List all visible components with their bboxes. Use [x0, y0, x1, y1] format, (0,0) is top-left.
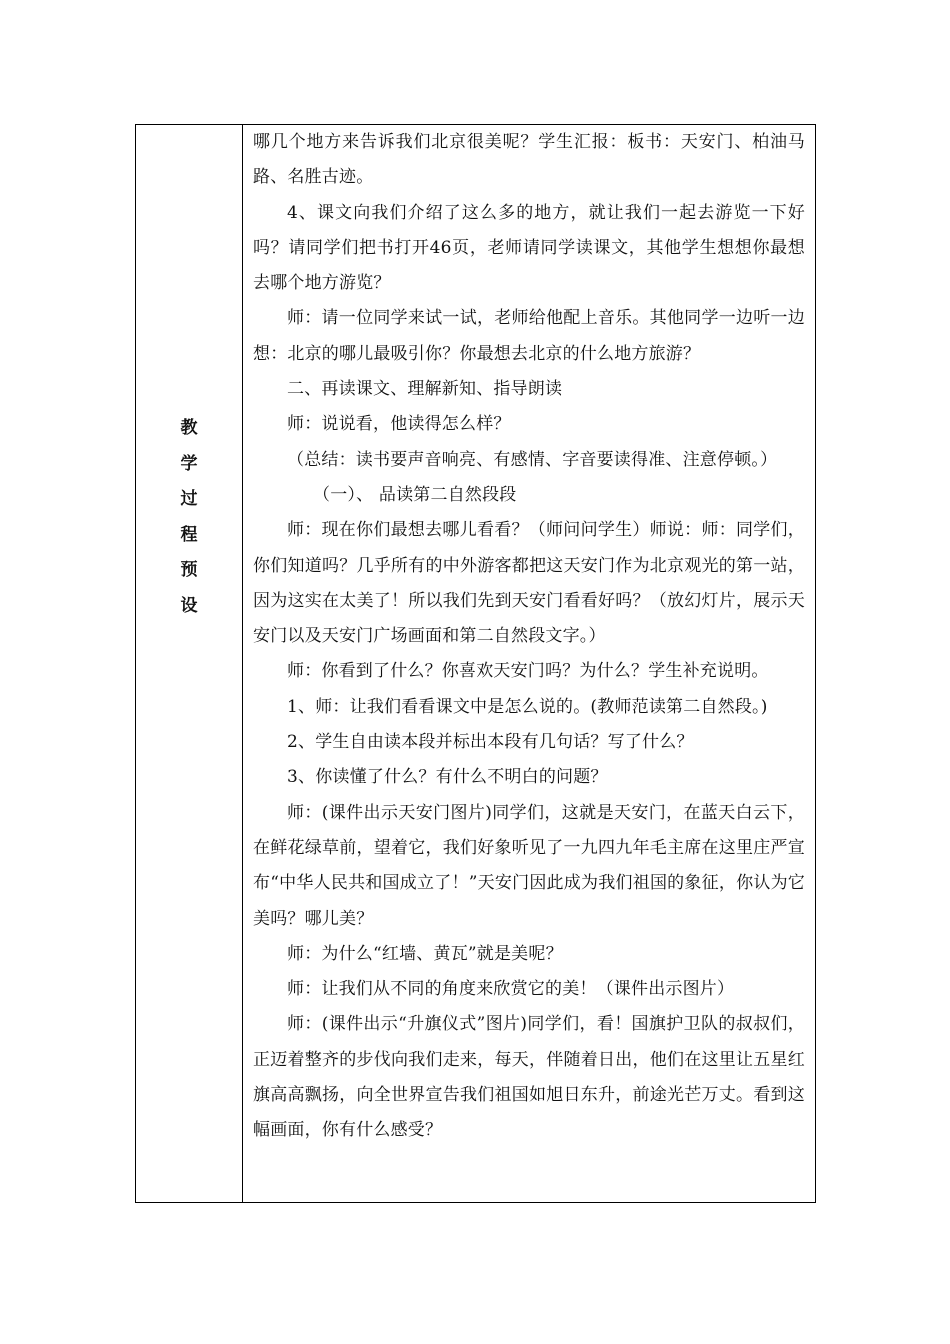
lesson-content [253, 125, 805, 1149]
section-label-cell [136, 125, 243, 1202]
paragraph: 师：你看到了什么？你喜欢天安门吗？为什么？学生补充说明。 [287, 661, 769, 682]
paragraph: 师：(课件出示天安门图片)同学们，这就是天安门，在蓝天白云下，在鲜花绿草前，望着它，我们好象听见了一九四九年毛主席在这里庄严宣布“中华人民共和国成立了！”天安门因此成为我们祖国的象征，你认为它美吗？哪儿美？ [253, 802, 805, 929]
paragraph: （一）、 品读第二自然段段 [313, 484, 517, 505]
paragraph: 师：为什么“红墙、黄瓦”就是美呢？ [287, 943, 563, 964]
paragraph: 1、师：让我们看看课文中是怎么说的。(教师范读第二自然段。) [287, 696, 768, 717]
section-label-char: 设 [180, 595, 198, 616]
section-label-char: 预 [180, 560, 198, 580]
paragraph: 师：让我们从不同的角度来欣赏它的美！（课件出示图片） [287, 979, 735, 1000]
paragraph: 师：请一位同学来试一试，老师给他配上音乐。其他同学一边听一边想：北京的哪儿最吸引你？你最想去北京的什么地方旅游？ [253, 308, 805, 364]
section-label-char: 程 [180, 524, 198, 545]
paragraph: 3、你读懂了什么？有什么不明白的问题？ [287, 767, 608, 788]
section-label [136, 411, 242, 624]
paragraph: 师：现在你们最想去哪儿看看？（师问问学生）师说：师：同学们，你们知道吗？几乎所有的中外游客都把这天安门作为北京观光的第一站，因为这实在太美了！所以我们先到天安门看看好吗？（放幻灯片，展示天安门以及天安门广场画面和第二自然段文字。） [253, 520, 805, 647]
paragraph: 师：说说看，他读得怎么样？ [287, 414, 511, 435]
section-label-char: 过 [180, 489, 198, 509]
section-label-char: 教 [180, 418, 198, 438]
section-label-char: 学 [180, 453, 198, 474]
paragraph: 4、课文向我们介绍了这么多的地方，就让我们一起去游览一下好吗？请同学们把书打开46页，老师请同学读课文，其他学生想想你最想去哪个地方游览？ [253, 202, 805, 294]
paragraph: 2、学生自由读本段并标出本段有几句话？写了什么？ [287, 732, 694, 753]
paragraph: 哪几个地方来告诉我们北京很美呢？学生汇报：板书：天安门、柏油马路、名胜古迹。 [253, 132, 805, 188]
paragraph: （总结：读书要声音响亮、有感情、字音要读得准、注意停顿。） [287, 449, 778, 470]
paragraph: 师：(课件出示“升旗仪式”图片)同学们，看！国旗护卫队的叔叔们，正迈着整齐的步伐向我们走来，每天，伴随着日出，他们在这里让五星红旗高高飘扬，向全世界宣告我们祖国如旭日东升，前途光芒万丈。看到这幅画面，你有什么感受？ [253, 1014, 805, 1141]
paragraph: 二、再读课文、理解新知、指导朗读 [287, 379, 563, 400]
lesson-plan-table [135, 124, 816, 1203]
content-cell [243, 125, 815, 1202]
